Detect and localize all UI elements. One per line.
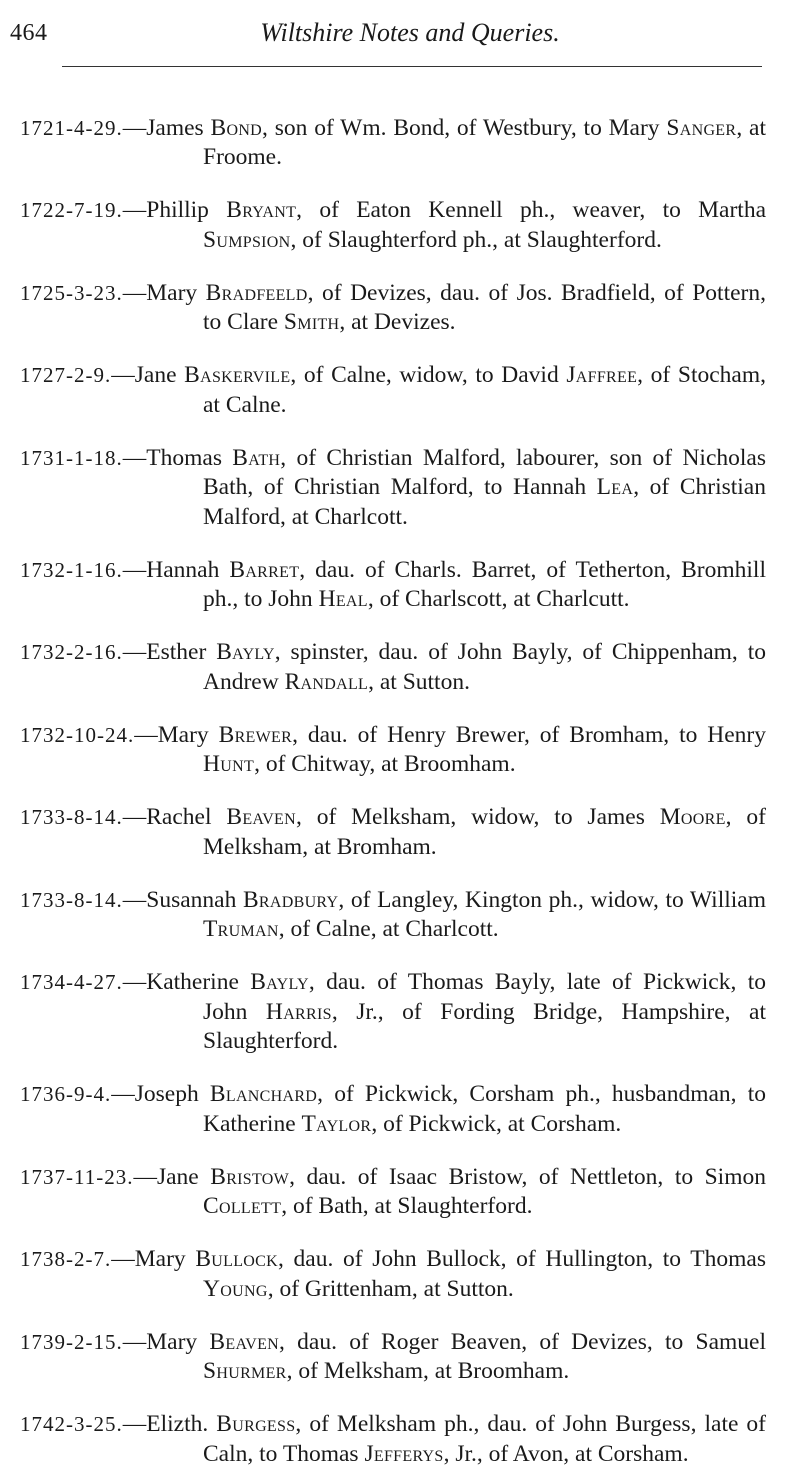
entry <box>20 638 766 697</box>
entry-text: —Phillip <box>122 197 227 223</box>
running-title: Wiltshire Notes and Queries. <box>260 18 560 47</box>
entry <box>20 886 766 945</box>
entry <box>20 1245 766 1304</box>
surname: Baskervile <box>184 362 291 388</box>
entry-date: 1737-11-23. <box>20 1164 134 1189</box>
entry-text: , of Slaughterford ph., at Slaughterford. <box>290 226 662 253</box>
entry-text: , of Melksham, at Bromham. <box>203 804 766 860</box>
entry-text: , of Pickwick, Corsham ph., husbandman, to Katherine <box>203 1081 766 1137</box>
entry-text: , at Froome. <box>203 114 766 170</box>
entry-date: 1732-10-24. <box>20 722 135 747</box>
surname: Randall <box>284 668 369 695</box>
surname: Young <box>203 1275 268 1302</box>
surname: Moore <box>659 804 726 830</box>
entry <box>20 114 766 173</box>
entry-text: , dau. of Isaac Bristow, of Nettleton, to Simon <box>289 1163 766 1190</box>
entry-text: —Thomas <box>122 444 233 471</box>
surname: Burgess <box>216 1411 296 1437</box>
entry-text: , dau. of Roger Beaven, of Devizes, to Samuel <box>279 1328 766 1355</box>
entry-text: , of Melksham ph., dau. of John Burgess, late of Caln, to Thomas <box>203 1411 766 1467</box>
entry-text: , of Melksham, widow, to James <box>295 804 660 830</box>
surname: Beaven <box>226 804 296 830</box>
entry-text: —Esther <box>122 639 217 665</box>
entry-text: , Jr., of Fording Bridge, Hampshire, at Slaughterford. <box>203 998 766 1054</box>
entry-date: 1738-2-7. <box>20 1247 112 1271</box>
surname: Blanchard <box>209 1081 318 1107</box>
entry <box>20 803 766 862</box>
header-rule <box>62 66 762 67</box>
entry-text: , of Bath, at Slaughterford. <box>281 1193 533 1219</box>
surname: Taylor <box>301 1110 372 1137</box>
entry-date: 1742-3-25. <box>20 1412 123 1436</box>
marriage-entries <box>0 90 800 1475</box>
entry-text: , son of Wm. Bond, of Westbury, to Mary <box>262 114 667 141</box>
surname: Jefferys <box>364 1440 444 1467</box>
page-header <box>0 0 800 60</box>
entry <box>20 1080 766 1139</box>
entry-date: 1731-1-18. <box>20 445 123 470</box>
surname: Bath <box>232 444 281 471</box>
entry-text: , dau. of Charls. Barret, of Tetherton, Bromhill ph., to John <box>203 556 766 612</box>
surname: Jaffree <box>566 362 638 388</box>
surname: Collett <box>203 1193 282 1219</box>
entry <box>20 361 766 420</box>
entry <box>20 1328 766 1387</box>
entry-date: 1732-1-16. <box>20 557 123 582</box>
surname: Bristow <box>210 1163 290 1190</box>
entry-text: , of Devizes, dau. of Jos. Bradfield, of Pottern, to Clare <box>203 279 766 335</box>
entry-text: , of Grittenham, at Sutton. <box>267 1275 514 1302</box>
entry-text: , at Devizes. <box>339 309 456 335</box>
entry-text: , of Calne, widow, to David <box>290 362 567 388</box>
entry <box>20 1163 766 1222</box>
surname: Lea <box>596 474 634 500</box>
entry-text: , of Calne, at Charlcott. <box>278 916 499 942</box>
surname: Heal <box>318 586 368 612</box>
surname: Shurmer <box>203 1358 287 1384</box>
surname: Harris <box>265 998 332 1025</box>
entry-text: , at Sutton. <box>368 668 470 695</box>
entry-date: 1736-9-4. <box>20 1082 112 1106</box>
entry-text: —Joseph <box>111 1081 210 1107</box>
entry-text: —Katherine <box>122 969 251 995</box>
entry-text: —Mary <box>111 1246 196 1272</box>
entry-date: 1721-4-29. <box>20 115 123 140</box>
entry-date: 1725-3-23. <box>20 280 123 305</box>
entry-date: 1739-2-15. <box>20 1329 123 1354</box>
surname: Brewer <box>218 721 293 748</box>
entry-text: , of Christian Malford, at Charlcott. <box>203 474 766 530</box>
entry-text: , of Melksham, at Broomham. <box>286 1358 570 1384</box>
entry-text: , dau. of Henry Brewer, of Bromham, to Henry <box>292 721 766 748</box>
entry-text: , of Christian Malford, labourer, son of Nicholas Bath, of Christian Malford, to Hannah <box>203 444 766 500</box>
entry-text: —Mary <box>122 279 206 306</box>
entry-text: , dau. of Thomas Bayly, late of Pickwick, to John <box>203 969 766 1025</box>
entry-text: —Mary <box>134 721 219 748</box>
entry <box>20 196 766 255</box>
entry <box>20 444 766 533</box>
entry <box>20 721 766 780</box>
surname: Smith <box>283 309 340 335</box>
surname: Bradbury <box>242 886 339 913</box>
surname: Hunt <box>203 751 255 777</box>
entry-text: , of Chitway, at Broomham. <box>254 751 516 777</box>
entry-text: —Jane <box>133 1163 211 1190</box>
entry-text: —Rachel <box>122 804 227 830</box>
entry-date: 1722-7-19. <box>20 198 123 222</box>
surname: Sanger <box>666 114 737 141</box>
page-number: 464 <box>10 20 48 46</box>
entry-text: , of Stocham, at Calne. <box>203 362 766 418</box>
entry-text: , dau. of John Bullock, of Hullington, to Thomas <box>277 1246 766 1272</box>
entry-text: , of Pickwick, at Corsham. <box>371 1110 622 1137</box>
entry-date: 1733-8-14. <box>20 805 123 829</box>
entry <box>20 968 766 1057</box>
entry <box>20 279 766 338</box>
entry-text: —Jane <box>111 362 185 388</box>
entry-text: , spinster, dau. of John Bayly, of Chippenham, to Andrew <box>203 639 766 695</box>
entry-date: 1727-2-9. <box>20 363 112 387</box>
entry-text: , of Langley, Kington ph., widow, to William <box>338 886 766 913</box>
entry-text: , Jr., of Avon, at Corsham. <box>443 1440 689 1467</box>
entry-text: —James <box>122 114 211 141</box>
surname: Bryant <box>226 197 297 223</box>
surname: Beaven <box>209 1328 280 1355</box>
surname: Bullock <box>195 1246 278 1272</box>
surname: Bayly <box>216 639 275 665</box>
entry-text: , of Charlscott, at Charlcutt. <box>367 586 630 612</box>
surname: Bond <box>210 114 263 141</box>
entry <box>20 556 766 615</box>
entry-date: 1733-8-14. <box>20 887 123 912</box>
entry-text: —Hannah <box>122 556 230 583</box>
surname: Bayly <box>250 969 309 995</box>
surname: Sumpsion <box>203 226 291 253</box>
entry-text: —Elizth. <box>122 1411 217 1437</box>
entry-text: —Mary <box>122 1328 210 1355</box>
surname: Bradfeeld <box>205 279 308 306</box>
entry-text: , of Eaton Kennell ph., weaver, to Martha <box>296 197 766 223</box>
surname: Barret <box>229 556 300 583</box>
surname: Truman <box>203 916 279 942</box>
entry-text: —Susannah <box>122 886 243 913</box>
entry <box>20 1410 766 1469</box>
entry-date: 1734-4-27. <box>20 970 123 994</box>
entry-date: 1732-2-16. <box>20 640 123 664</box>
